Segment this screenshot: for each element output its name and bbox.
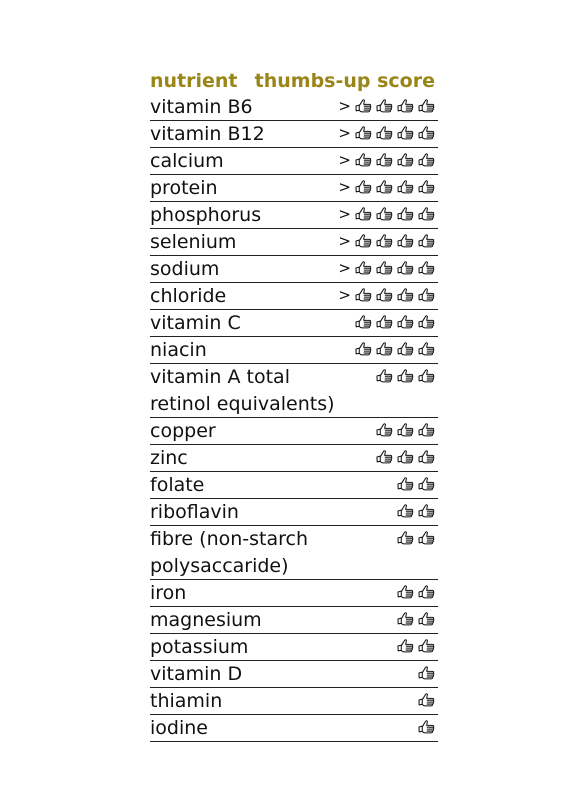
- thumbs-up-icon: [394, 179, 415, 195]
- thumbs-score: [415, 661, 438, 685]
- nutrient-name: thiamin: [150, 690, 223, 712]
- thumbs-up-icon: [415, 233, 436, 249]
- thumbs-score: [352, 337, 438, 361]
- thumbs-up-icon: [373, 179, 394, 195]
- thumbs-up-icon: [352, 98, 373, 114]
- table-row: [150, 418, 438, 445]
- thumbs-up-icon: [394, 530, 415, 546]
- table-row: [150, 661, 438, 688]
- thumbs-up-icon: [394, 98, 415, 114]
- thumbs-up-icon: [352, 260, 373, 276]
- table-row: [150, 715, 438, 742]
- thumbs-up-icon: [373, 125, 394, 141]
- nutrient-name: niacin: [150, 339, 207, 361]
- nutrient-name: magnesium: [150, 609, 262, 631]
- thumbs-up-icon: [415, 719, 436, 735]
- thumbs-up-icon: [394, 368, 415, 384]
- table-row: [150, 202, 438, 229]
- thumbs-up-icon: [352, 233, 373, 249]
- table-header: [150, 70, 438, 94]
- more-than-sign: >: [338, 178, 351, 196]
- nutrient-name: zinc: [150, 447, 188, 469]
- table-body: [150, 94, 438, 742]
- thumbs-up-icon: [373, 341, 394, 357]
- nutrient-name: vitamin A total retinol equivalents): [150, 366, 335, 415]
- table-row: [150, 688, 438, 715]
- thumbs-score: [415, 715, 438, 739]
- table-row: [150, 499, 438, 526]
- thumbs-up-icon: [394, 584, 415, 600]
- thumbs-up-icon: [415, 341, 436, 357]
- thumbs-up-icon: [415, 665, 436, 681]
- more-than-sign: >: [338, 286, 351, 304]
- nutrient-score-table: [150, 70, 438, 742]
- nutrient-column-header: nutrient: [150, 70, 238, 92]
- thumbs-up-icon: [394, 152, 415, 168]
- thumbs-up-icon: [415, 449, 436, 465]
- thumbs-score: [338, 202, 438, 226]
- thumbs-score: [373, 418, 438, 442]
- table-row: [150, 175, 438, 202]
- thumbs-score: [394, 472, 438, 496]
- nutrient-name: phosphorus: [150, 204, 262, 226]
- thumbs-up-icon: [415, 476, 436, 492]
- thumbs-up-icon: [415, 584, 436, 600]
- nutrient-name: iodine: [150, 717, 208, 739]
- more-than-sign: >: [338, 232, 351, 250]
- thumbs-score: [338, 121, 438, 145]
- thumbs-up-icon: [415, 179, 436, 195]
- nutrient-name: vitamin B6: [150, 96, 253, 118]
- thumbs-score: [338, 229, 438, 253]
- thumbs-up-icon: [352, 179, 373, 195]
- thumbs-up-icon: [415, 260, 436, 276]
- thumbs-score: [373, 445, 438, 469]
- nutrient-name: protein: [150, 177, 218, 199]
- nutrient-name: folate: [150, 474, 205, 496]
- thumbs-up-icon: [415, 422, 436, 438]
- thumbs-up-icon: [415, 638, 436, 654]
- thumbs-up-icon: [394, 314, 415, 330]
- thumbs-score: [394, 607, 438, 631]
- thumbs-up-icon: [373, 287, 394, 303]
- thumbs-score: [352, 310, 438, 334]
- thumbs-up-icon: [415, 98, 436, 114]
- thumbs-score: [338, 148, 438, 172]
- thumbs-up-icon: [415, 206, 436, 222]
- thumbs-score: [338, 256, 438, 280]
- thumbs-score: [373, 364, 438, 388]
- thumbs-up-icon: [394, 503, 415, 519]
- nutrient-name: calcium: [150, 150, 224, 172]
- nutrient-name: vitamin B12: [150, 123, 265, 145]
- thumbs-up-icon: [415, 611, 436, 627]
- thumbs-up-icon: [373, 233, 394, 249]
- nutrient-name: sodium: [150, 258, 220, 280]
- table-row: [150, 607, 438, 634]
- table-row: [150, 310, 438, 337]
- thumbs-up-icon: [352, 341, 373, 357]
- thumbs-up-icon: [373, 152, 394, 168]
- nutrient-name: chloride: [150, 285, 227, 307]
- more-than-sign: >: [338, 205, 351, 223]
- table-row: [150, 337, 438, 364]
- score-column-header: thumbs-up score: [254, 70, 435, 92]
- more-than-sign: >: [338, 259, 351, 277]
- nutrient-name: potassium: [150, 636, 249, 658]
- nutrient-name: copper: [150, 420, 216, 442]
- more-than-sign: >: [338, 97, 351, 115]
- thumbs-up-icon: [415, 530, 436, 546]
- table-row: [150, 580, 438, 607]
- table-row: [150, 472, 438, 499]
- thumbs-up-icon: [373, 260, 394, 276]
- nutrient-name: selenium: [150, 231, 237, 253]
- table-row: [150, 364, 438, 418]
- thumbs-up-icon: [415, 503, 436, 519]
- thumbs-up-icon: [373, 449, 394, 465]
- thumbs-up-icon: [373, 98, 394, 114]
- thumbs-up-icon: [394, 287, 415, 303]
- thumbs-up-icon: [373, 314, 394, 330]
- table-row: [150, 634, 438, 661]
- table-row: [150, 283, 438, 310]
- thumbs-up-icon: [373, 422, 394, 438]
- thumbs-up-icon: [394, 206, 415, 222]
- thumbs-up-icon: [394, 638, 415, 654]
- more-than-sign: >: [338, 151, 351, 169]
- thumbs-score: [415, 688, 438, 712]
- thumbs-score: [338, 94, 438, 118]
- table-row: [150, 526, 438, 580]
- thumbs-up-icon: [373, 206, 394, 222]
- thumbs-up-icon: [394, 449, 415, 465]
- table-row: [150, 256, 438, 283]
- thumbs-up-icon: [394, 341, 415, 357]
- table-row: [150, 148, 438, 175]
- thumbs-up-icon: [394, 422, 415, 438]
- thumbs-up-icon: [415, 152, 436, 168]
- thumbs-up-icon: [352, 314, 373, 330]
- thumbs-up-icon: [352, 125, 373, 141]
- thumbs-up-icon: [394, 260, 415, 276]
- thumbs-score: [394, 634, 438, 658]
- thumbs-score: [338, 283, 438, 307]
- nutrient-name: fibre (non-starch polysaccaride): [150, 528, 309, 577]
- thumbs-up-icon: [394, 611, 415, 627]
- nutrient-name: iron: [150, 582, 187, 604]
- table-row: [150, 94, 438, 121]
- thumbs-score: [394, 526, 438, 550]
- nutrient-name: vitamin D: [150, 663, 243, 685]
- thumbs-up-icon: [415, 287, 436, 303]
- table-row: [150, 229, 438, 256]
- thumbs-up-icon: [415, 125, 436, 141]
- more-than-sign: >: [338, 124, 351, 142]
- thumbs-up-icon: [394, 233, 415, 249]
- thumbs-up-icon: [394, 476, 415, 492]
- table-row: [150, 445, 438, 472]
- thumbs-up-icon: [415, 314, 436, 330]
- table-row: [150, 121, 438, 148]
- thumbs-up-icon: [352, 287, 373, 303]
- thumbs-up-icon: [373, 368, 394, 384]
- thumbs-score: [394, 580, 438, 604]
- nutrient-name: vitamin C: [150, 312, 241, 334]
- thumbs-up-icon: [394, 125, 415, 141]
- nutrient-name: riboflavin: [150, 501, 239, 523]
- thumbs-up-icon: [415, 692, 436, 708]
- thumbs-score: [338, 175, 438, 199]
- thumbs-up-icon: [352, 206, 373, 222]
- thumbs-up-icon: [352, 152, 373, 168]
- thumbs-score: [394, 499, 438, 523]
- thumbs-up-icon: [415, 368, 436, 384]
